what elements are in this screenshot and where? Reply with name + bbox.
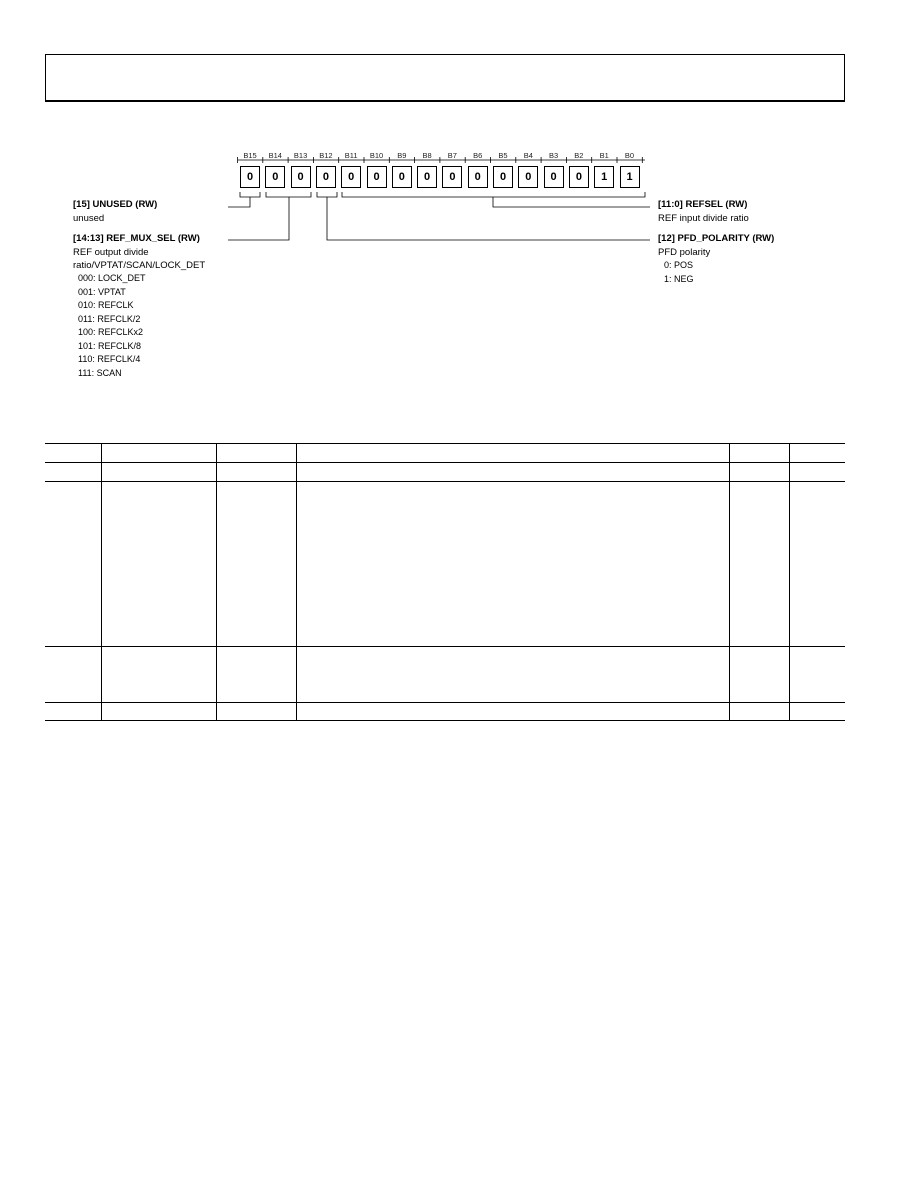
field-ref-mux-sel-options	[78, 272, 146, 380]
bracket-b14-b13	[266, 192, 311, 197]
bit-value: 0	[493, 166, 513, 188]
bracket-b12	[317, 192, 337, 197]
table-column-divider	[729, 443, 730, 720]
leader-pfd-polarity	[327, 197, 650, 240]
bit-label: B9	[397, 151, 407, 160]
bit-value: 0	[518, 166, 538, 188]
bit-label: B13	[293, 151, 308, 160]
table-rule	[45, 720, 845, 721]
table-column-divider	[101, 443, 102, 720]
field-refsel-title: [11:0] REFSEL (RW)	[658, 199, 748, 210]
bit-value: 0	[442, 166, 462, 188]
bit-label: B6	[473, 151, 483, 160]
ref-mux-option: 001: VPTAT	[78, 286, 126, 297]
table-rule	[45, 481, 845, 482]
bit-value: 0	[392, 166, 412, 188]
bit-value: 0	[569, 166, 589, 188]
field-unused-desc: unused	[73, 212, 105, 224]
bit-label: B5	[498, 151, 508, 160]
field-ref-mux-sel-desc1: REF output divide	[73, 246, 149, 258]
field-ref-mux-sel	[73, 232, 205, 273]
leader-unused	[228, 197, 250, 207]
ref-mux-option: 011: REFCLK/2	[78, 313, 141, 324]
bit-value: 0	[544, 166, 564, 188]
field-pfd-polarity-desc: PFD polarity	[658, 246, 711, 258]
bit-label: B8	[422, 151, 432, 160]
bit-value: 0	[468, 166, 488, 188]
bit-label: B12	[319, 151, 333, 160]
bit-label: B11	[344, 151, 358, 160]
bit-value: 0	[367, 166, 387, 188]
bracket-b15	[240, 192, 260, 197]
bit-value: 0	[316, 166, 336, 188]
bit-label: B10	[369, 151, 384, 160]
field-pfd-polarity-title: [12] PFD_POLARITY (RW)	[658, 233, 775, 244]
bit-label: B2	[574, 151, 584, 160]
ref-mux-option: 100: REFCLKx2	[78, 327, 144, 337]
bracket-b11-b0	[342, 192, 645, 197]
field-ref-mux-sel-desc2: ratio/VPTAT/SCAN/LOCK_DET	[73, 260, 206, 271]
page-header-box	[45, 54, 845, 102]
field-pfd-polarity-options	[664, 259, 694, 286]
bit-value: 0	[291, 166, 311, 188]
table-column-divider	[789, 443, 790, 720]
ref-mux-option: 111: SCAN	[78, 367, 122, 378]
bit-value: 1	[620, 166, 640, 188]
bit-label: B7	[447, 151, 457, 160]
ref-mux-option: 110: REFCLK/4	[78, 354, 141, 364]
bit-label: B4	[523, 151, 533, 160]
bit-value: 0	[341, 166, 361, 188]
field-unused-title: [15] UNUSED (RW)	[73, 199, 158, 210]
bit-label: B0	[624, 151, 635, 160]
leader-refsel	[493, 197, 650, 207]
field-unused	[73, 198, 157, 225]
ref-mux-option: 000: LOCK_DET	[78, 273, 146, 283]
field-ref-mux-sel-title: [14:13] REF_MUX_SEL (RW)	[73, 233, 200, 244]
ref-mux-option: 010: REFCLK	[78, 300, 134, 310]
bit-label: B1	[599, 151, 609, 160]
bit-value: 1	[594, 166, 614, 188]
table-rule	[45, 646, 845, 647]
table-rule	[45, 462, 845, 463]
field-refsel	[658, 198, 749, 225]
pfd-option: 0: POS	[664, 260, 694, 270]
table-column-divider	[296, 443, 297, 720]
table-rule	[45, 443, 845, 444]
table-column-divider	[216, 443, 217, 720]
field-refsel-desc: REF input divide ratio	[658, 212, 749, 224]
field-pfd-polarity	[658, 232, 774, 259]
ref-mux-option: 101: REFCLK/8	[78, 340, 142, 351]
bit-value: 0	[240, 166, 260, 188]
bit-label: B14	[268, 151, 282, 160]
bit-value: 0	[265, 166, 285, 188]
bit-label: B3	[549, 151, 559, 160]
leader-ref-mux-sel	[228, 197, 289, 240]
table-rule	[45, 702, 845, 703]
pfd-option: 1: NEG	[664, 273, 694, 284]
bit-value: 0	[417, 166, 437, 188]
bit-label: B15	[243, 151, 257, 160]
